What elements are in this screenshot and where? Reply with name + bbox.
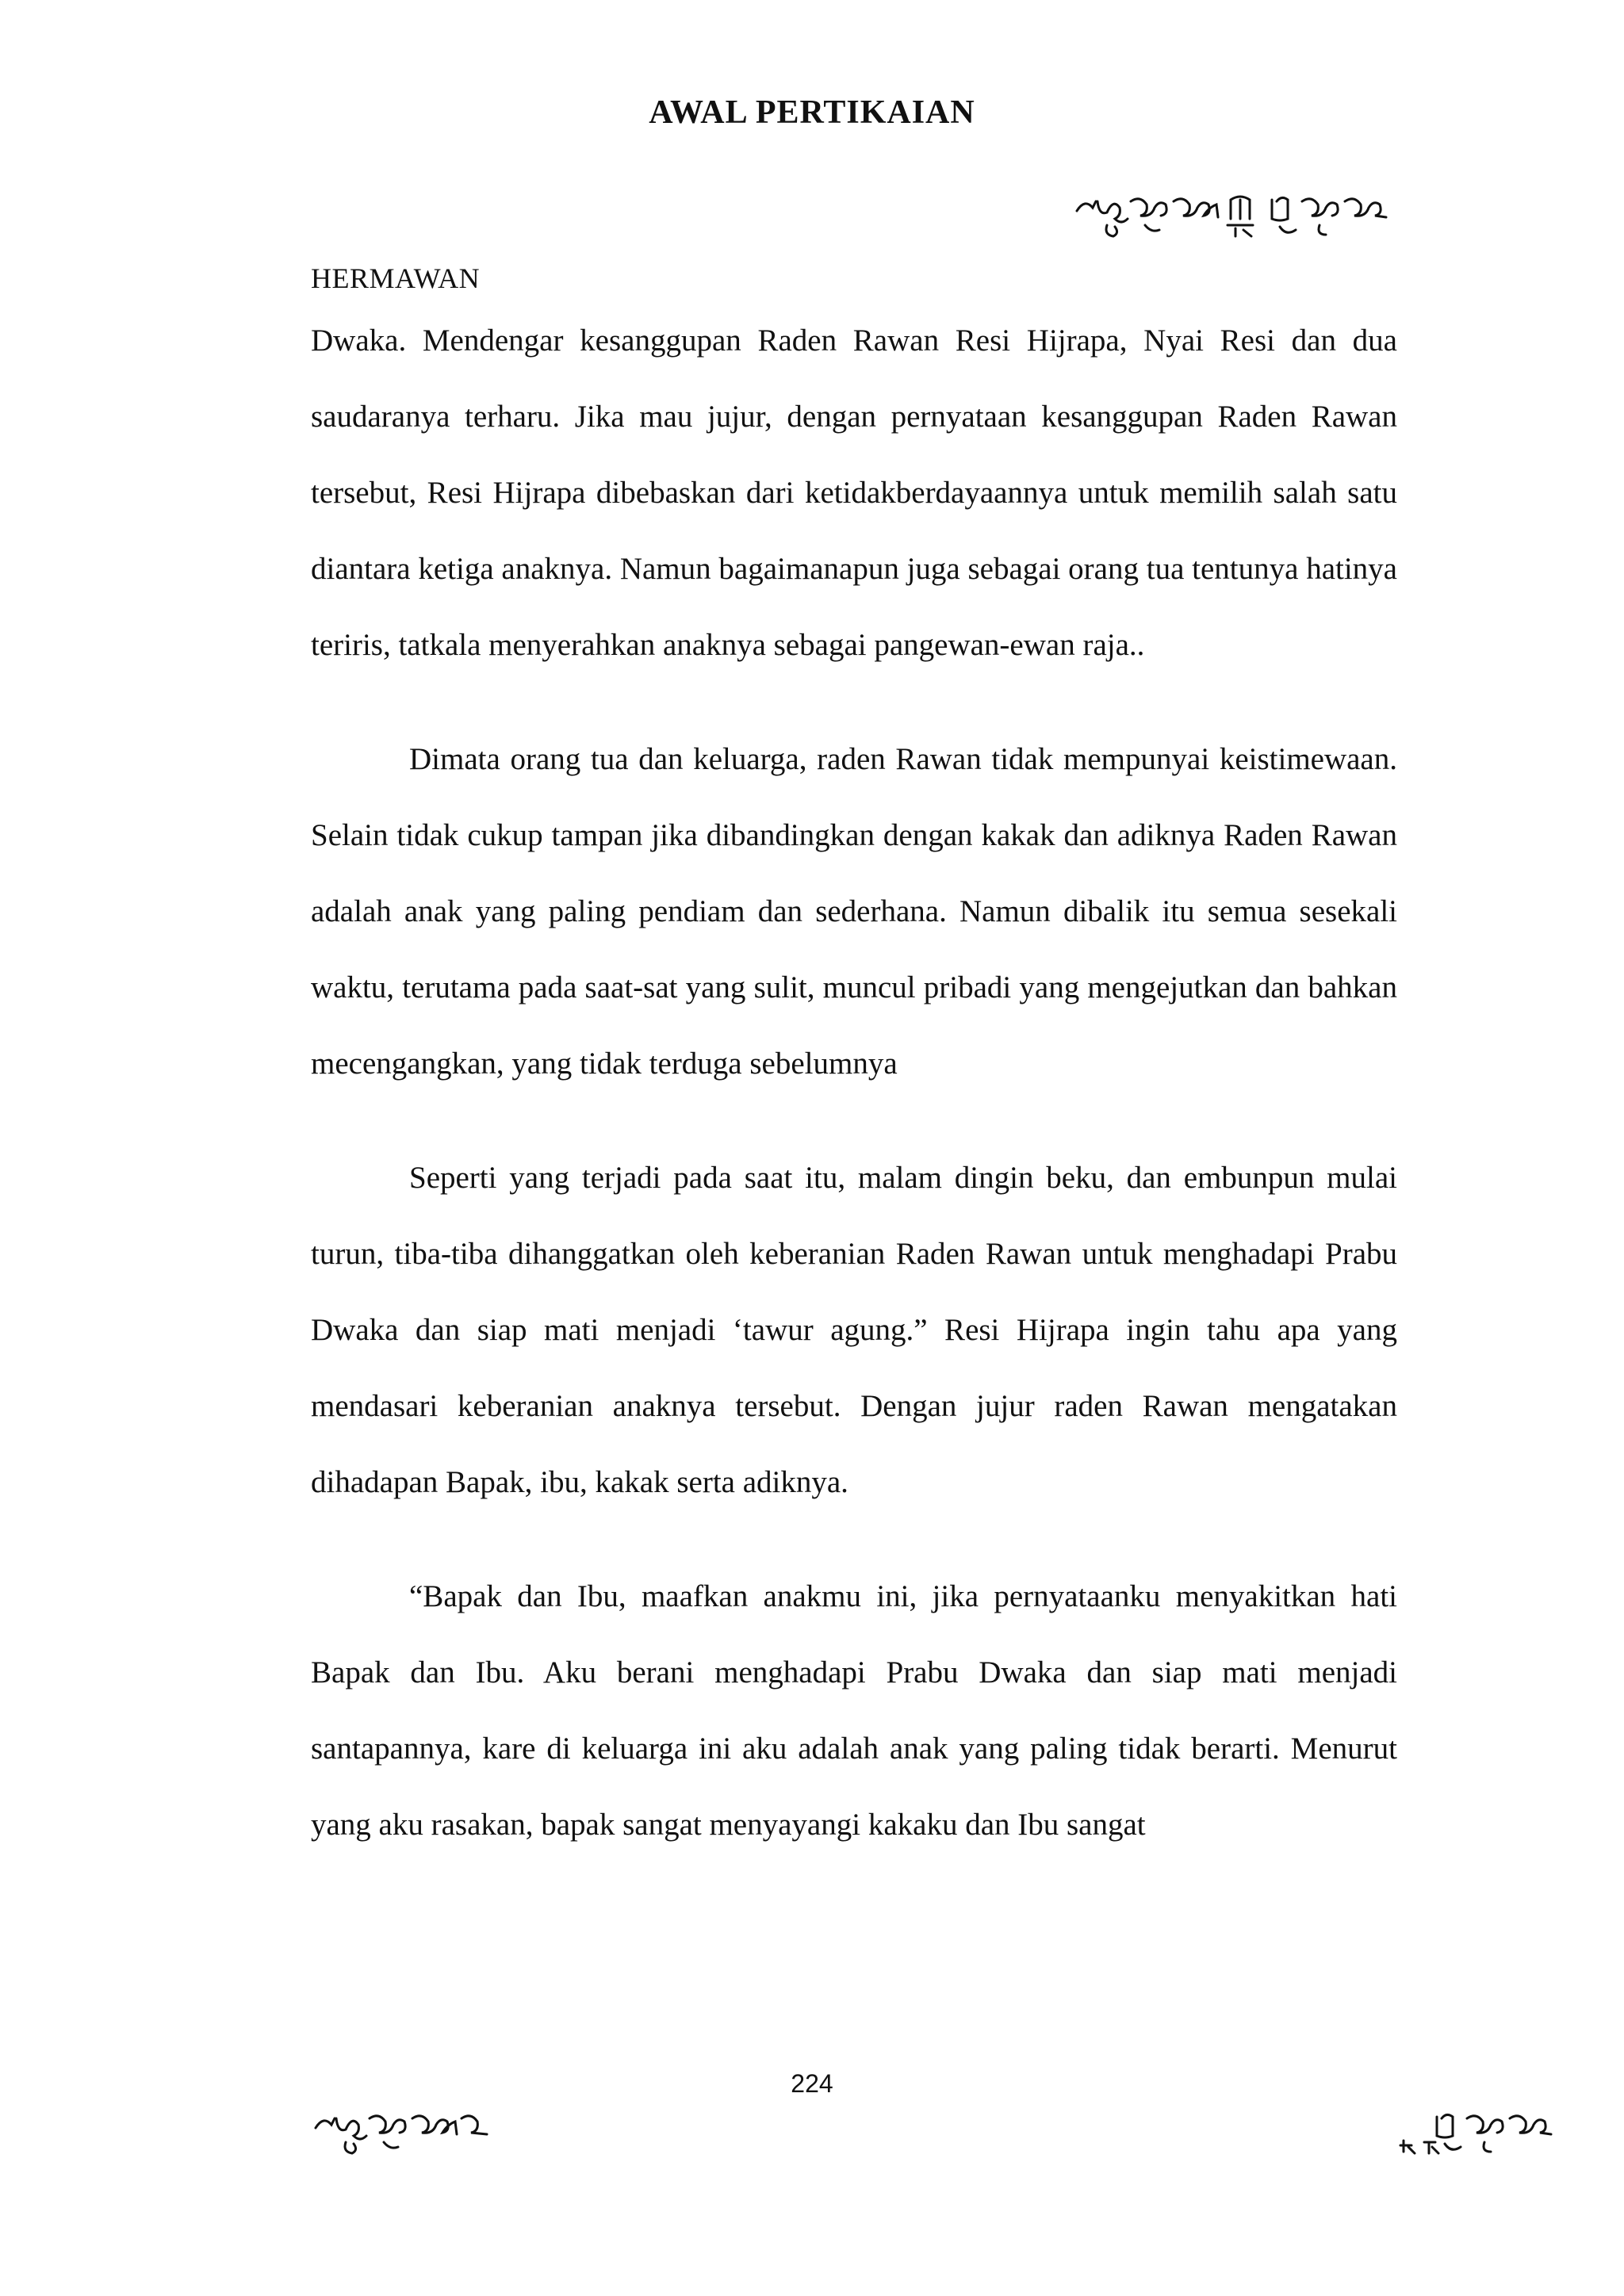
body-text	[311, 303, 1397, 1901]
paragraph-1: Dwaka. Mendengar kesanggupan Raden Rawan Resi Hijrapa, Nyai Resi dan dua saudaranya terharu. Jika mau jujur, dengan pernyataan kesanggupan Raden Rawan tersebut, Resi Hijrapa dibebaskan dari ketidakberdayaannya untuk memilih salah satu diantara ketiga anaknya. Namun bagaimanapun juga sebagai orang tua tentunya hatinya teriris, tatkala menyerahkan anaknya sebagai pangewan-ewan raja..	[311, 323, 1397, 662]
paragraph-2: Dimata orang tua dan keluarga, raden Rawan tidak mempunyai keistimewaan. Selain tidak cukup tampan jika dibandingkan dengan kakak dan adiknya Raden Rawan adalah anak yang paling pendiam dan sederhana. Namun dibalik itu semua sesekali waktu, terutama pada saat-sat yang sulit, muncul pribadi yang mengejutkan dan bahkan mecengangkan, yang tidak terduga sebelumnya	[311, 742, 1397, 1081]
javanese-script-header-icon	[1072, 184, 1397, 241]
paragraph-4: “Bapak dan Ibu, maafkan anakmu ini, jika pernyataanku menyakitkan hati Bapak dan Ibu. Aku berani menghadapi Prabu Dwaka dan siap mati menjadi santapannya, kare di keluarga ini aku adalah anak yang paling tidak berarti. Menurut yang aku rasakan, bapak sangat menyayangi kakaku dan Ibu sangat	[311, 1579, 1397, 1842]
page-title: AWAL PERTIKAIAN	[649, 94, 975, 131]
paragraph-3: Seperti yang terjadi pada saat itu, malam dingin beku, dan embunpun mulai turun, tiba-tiba dihanggatkan oleh keberanian Raden Rawan untuk menghadapi Prabu Dwaka dan siap mati menjadi ‘tawur agung.” Resi Hijrapa ingin tahu apa yang mendasari keberanian anaknya tersebut. Dengan jujur raden Rawan mengatakan dihadapan Bapak, ibu, kakak serta adiknya.	[311, 1161, 1397, 1499]
author-name: HERMAWAN	[311, 262, 481, 294]
javanese-script-footer-left-icon	[311, 2101, 493, 2158]
javanese-script-footer-right-icon	[1397, 2101, 1556, 2158]
page-number: 224	[791, 2069, 833, 2098]
